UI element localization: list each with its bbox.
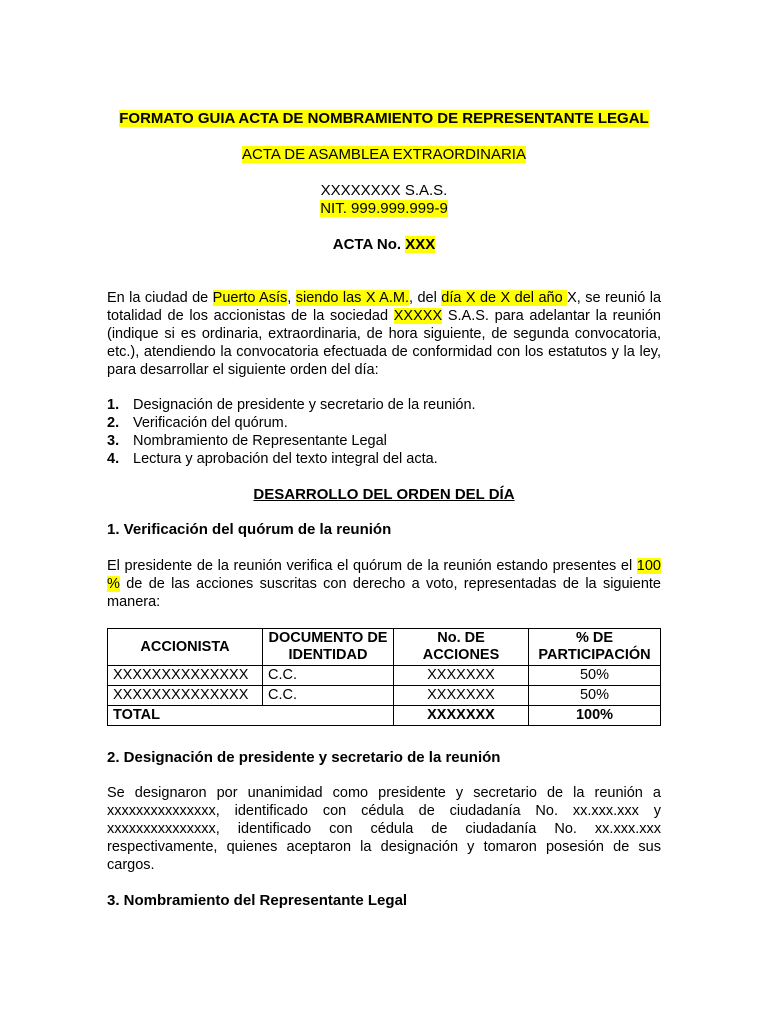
percent-field: 100 %	[107, 558, 661, 592]
cell-documento: C.C.	[263, 666, 394, 686]
section-1-heading: 1. Verificación del quórum de la reunión	[107, 521, 392, 538]
header-participacion: % DE PARTICIPACIÓN	[529, 629, 661, 666]
cell-accionista: XXXXXXXXXXXXXX	[108, 666, 263, 686]
designation-paragraph: Se designaron por unanimidad como presidente y secretario de la reunión a xxxxxxxxxxxxxxx, identificado con cédula de ciudadanía No. xx.xxx.xxx y xxxxxxxxxxxxxxx, identificado con cédula de ciudadanía No. xx.xxx.xxx respectivamente, quienes aceptaron la designación y tomaron posesión de sus cargos.	[107, 785, 661, 873]
city-field: Puerto Asís	[212, 290, 288, 306]
intro-paragraph: En la ciudad de Puerto Asís, siendo las X A.M., del día X de X del año X, se reunió la totalidad de los accionistas de la sociedad XXXXX S.A.S. para adelantar la reunión (indique si es ordinaria, extraordinaria, de hora siguiente, de segunda convocatoria, etc.), atendiendo la convocatoria efectuada de conformidad con los estatutos y la ley, para desarrollar el siguiente orden del día:	[107, 290, 662, 378]
table-row	[108, 686, 661, 706]
cell-participacion: 50%	[529, 686, 661, 706]
header-documento: DOCUMENTO DE IDENTIDAD	[263, 629, 394, 666]
document-subtitle: ACTA DE ASAMBLEA EXTRAORDINARIA	[242, 146, 526, 163]
agenda-list	[107, 396, 476, 468]
list-item: 1. Designación de presidente y secretario de la reunión.	[107, 397, 476, 413]
section-2-heading: 2. Designación de presidente y secretario de la reunión	[107, 749, 501, 766]
header-acciones: No. DE ACCIONES	[394, 629, 529, 666]
cell-participacion: 50%	[529, 666, 661, 686]
document-title: FORMATO GUIA ACTA DE NOMBRAMIENTO DE REPRESENTANTE LEGAL	[119, 110, 649, 127]
table-total-row	[108, 706, 661, 726]
shareholders-table	[107, 628, 661, 726]
company-nit: NIT. 999.999.999-9	[320, 200, 448, 217]
desarrollo-heading: DESARROLLO DEL ORDEN DEL DÍA	[253, 486, 515, 503]
list-item: 3. Nombramiento de Representante Legal	[107, 433, 387, 449]
list-item: 2. Verificación del quórum.	[107, 415, 288, 431]
cell-total-label: TOTAL	[108, 706, 394, 726]
cell-acciones: XXXXXXX	[394, 686, 529, 706]
header-accionista: ACCIONISTA	[108, 629, 263, 666]
cell-acciones: XXXXXXX	[394, 666, 529, 686]
quorum-paragraph: El presidente de la reunión verifica el quórum de la reunión estando presentes el 100 % de de las acciones suscritas con derecho a voto, representadas de la siguiente manera:	[107, 558, 661, 610]
section-3-heading: 3. Nombramiento del Representante Legal	[107, 892, 408, 909]
cell-documento: C.C.	[263, 686, 394, 706]
company-name: XXXXXXXX S.A.S.	[320, 182, 448, 199]
acta-number: ACTA No. XXX	[332, 236, 436, 253]
list-item: 4. Lectura y aprobación del texto integral del acta.	[107, 451, 438, 467]
table-row	[108, 666, 661, 686]
company-field: XXXXX	[393, 308, 443, 324]
cell-accionista: XXXXXXXXXXXXXX	[108, 686, 263, 706]
table-header-row	[108, 629, 661, 666]
cell-total-acciones: XXXXXXX	[394, 706, 529, 726]
time-field: siendo las X A.M.	[295, 290, 409, 306]
date-field: día X de X del año	[441, 290, 568, 306]
cell-total-participacion: 100%	[529, 706, 661, 726]
